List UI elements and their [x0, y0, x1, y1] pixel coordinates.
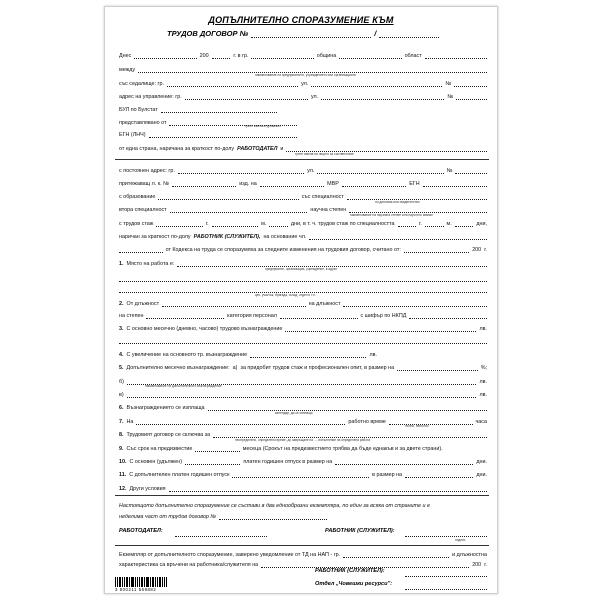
seniority-percent-field[interactable]: [397, 364, 478, 371]
leave-days-field[interactable]: [335, 458, 473, 465]
year-field[interactable]: [212, 52, 231, 59]
section-4-increase: 4. С увеличение на основното тр. възнаграждение лв.: [119, 352, 377, 358]
hours-type-field[interactable]: [136, 418, 345, 425]
mvr-field[interactable]: [342, 180, 406, 187]
company-name-field[interactable]: [138, 66, 487, 73]
staff-category-field[interactable]: [280, 312, 358, 319]
line-second-specialty: втора специалност научна степен: [119, 203, 487, 213]
degree-field[interactable]: [349, 206, 487, 213]
seat-number-field[interactable]: [454, 80, 487, 87]
exp-years-field[interactable]: [156, 220, 202, 227]
section-1-workplace-cont: [119, 272, 487, 282]
workplace-cont-field[interactable]: [119, 275, 487, 282]
contract-number-separator: /: [374, 29, 377, 38]
region-field[interactable]: [425, 52, 487, 59]
form-title: ДОПЪЛНИТЕЛНО СПОРАЗУМЕНИЕ КЪМ: [208, 15, 394, 25]
caption-signature: подпис: [455, 538, 466, 542]
caption-workplace-unit: цех, участък, бригада, склад, отдел и т.н.: [255, 293, 316, 297]
salary-increase-field[interactable]: [250, 351, 366, 358]
hr-signature-line: [405, 580, 487, 590]
divider-1: [115, 159, 489, 160]
section-5-c: в) лв.: [119, 392, 487, 398]
caption-workplace: предприятие, организация, учреждение, в адрес: [265, 267, 338, 271]
line-seat: със седалище: гр. ул. №: [119, 77, 487, 87]
form-sheet: [104, 6, 498, 594]
section-8-term: 8. Трудовият договор се сключва за: [119, 428, 487, 438]
contract-number-line: [167, 29, 439, 38]
line-employer: от една страна, наричана за краткост по-долу РАБОТОДАТЕЛ и: [119, 142, 487, 152]
line-id-card: притежаващ л. к. № изд. на МВР ЕГН: [119, 177, 487, 187]
employee-egn-field[interactable]: [423, 180, 487, 187]
caption-employer: трите имена на лицето за съответствие: [295, 152, 354, 156]
line-mgmt-address: адрес на управление: гр. ул. №: [119, 90, 487, 100]
barcode-icon: [115, 577, 167, 587]
caption-second-spec: по диплома или свидетелство: [375, 200, 420, 204]
worker-signature-line: [405, 527, 487, 537]
leave-type-field[interactable]: [185, 458, 240, 465]
employer-signature-line: [175, 527, 267, 537]
employer-signature-label: РАБОТОДАТЕЛ:: [119, 528, 163, 534]
exp-months-field[interactable]: [212, 220, 258, 227]
id-number-field[interactable]: [172, 180, 236, 187]
address-number-field[interactable]: [455, 167, 487, 174]
caption-company: наименование на предприятието, учреждението или организацията: [255, 73, 356, 77]
nap-city-field[interactable]: [343, 551, 449, 558]
section-7-hours: 7. На работно време часа: [119, 419, 487, 425]
mgmt-number-field[interactable]: [456, 93, 487, 100]
contract-number-field[interactable]: [251, 30, 371, 38]
legal-basis-field[interactable]: [309, 233, 487, 240]
workplace-field[interactable]: [177, 260, 487, 267]
caption-payment: календар, да се изплаща: [275, 411, 313, 415]
line-egn: ЕГН (ЛНЧ): [119, 128, 297, 138]
worker-signature-label: РАБОТНИК (СЛУЖИТЕЛ):: [325, 528, 395, 534]
line-date: Днес 200 г. в гр. община област: [119, 49, 487, 59]
line-worker: наричан за краткост по-долу РАБОТНИК (СЛУЖИТЕЛ), на основание чл.: [119, 230, 487, 240]
municipality-field[interactable]: [339, 52, 401, 59]
hr-department-label: Отдел „Човешки ресурси":: [315, 581, 393, 587]
section-2-grade: на степен категория персонал с шифър по НКПД: [119, 309, 487, 319]
base-salary-field[interactable]: [285, 325, 476, 332]
city-field[interactable]: [251, 52, 313, 59]
id-issued-field[interactable]: [260, 180, 324, 187]
specialty-field[interactable]: [347, 193, 487, 200]
linked-contract-field[interactable]: [219, 513, 327, 520]
barcode-digits: 3 800211 569882: [115, 587, 157, 592]
other-conditions-field[interactable]: [169, 485, 487, 492]
section-9-notice: 9. Със срок на предизвестие месеца (Срокът на предизвестието трябва да бъде еднакъв и за двете страни).: [119, 446, 443, 452]
second-specialty-field[interactable]: [170, 206, 308, 213]
nkpd-code-field[interactable]: [409, 312, 487, 319]
closing-text-2: неделима част от трудов договор №: [119, 510, 327, 520]
section-12-other: 12. Други условия: [119, 482, 487, 492]
additional-c-field[interactable]: [127, 391, 477, 398]
base-salary-words-field[interactable]: [119, 337, 487, 344]
seat-street-field[interactable]: [311, 80, 442, 87]
mgmt-street-field[interactable]: [321, 93, 444, 100]
worker-signature-field-2[interactable]: [405, 570, 487, 577]
payment-schedule-field[interactable]: [208, 404, 487, 411]
extra-leave-basis-field[interactable]: [232, 471, 369, 478]
divider-3: [115, 545, 489, 546]
divider-2: [115, 495, 489, 496]
line-education: с образование със специалност: [119, 190, 487, 200]
section-11-extra-leave: 11. С допълнителен платен годишен отпуск в размер на дни.: [119, 472, 487, 478]
caption-additional: наименование на допълнителното възнаграждение: [145, 384, 222, 388]
employee-name-field[interactable]: [286, 145, 487, 152]
extra-leave-days-field[interactable]: [405, 471, 473, 478]
workplace-cont2-field[interactable]: [119, 286, 487, 293]
form-subtitle: ТРУДОВ ДОГОВОР №: [167, 29, 249, 38]
contract-term-field[interactable]: [213, 431, 487, 438]
worker-signature-field[interactable]: [405, 530, 487, 537]
date-field[interactable]: [134, 52, 196, 59]
section-3-salary: 3. С основно месечно (дневно, часово) трудово възнаграждение лв.: [119, 326, 487, 332]
section-3-salary-cont: [119, 334, 487, 344]
bulstat-field[interactable]: [161, 106, 277, 113]
exp-days-field[interactable]: [269, 220, 288, 227]
copy-receipt-2: характеристика са връчени на работника/служителя на 200 г.: [119, 562, 487, 568]
effective-date-field[interactable]: [404, 246, 469, 253]
contract-date-field[interactable]: [379, 30, 439, 38]
education-field[interactable]: [158, 193, 298, 200]
section-10-leave: 10. С основен (удължен) платен годишен отпуск в размер на дни.: [119, 459, 487, 465]
new-position-field[interactable]: [343, 300, 487, 307]
section-2-position: 2. От длъжност на длъжност: [119, 297, 487, 307]
line-between: между: [119, 63, 487, 73]
closing-text: Настоящото допълнително споразумение се състави в два еднообразни екземпляра, по един за всяка от страните и е: [119, 503, 431, 509]
spec-days-field[interactable]: [455, 220, 474, 227]
line-address: с постоянен адрес: гр. ул. №: [119, 164, 487, 174]
section-6-payment: 6. Възнаграждението се изплаща: [119, 401, 487, 411]
caption-experience: наименование на научната степен или научното звание: [350, 213, 433, 217]
caption-represented: трите имена и длъжност: [245, 124, 282, 128]
caption-hours: пълно, непълно: [405, 424, 429, 428]
employer-signature-field[interactable]: [175, 530, 267, 537]
spec-months-field[interactable]: [425, 220, 444, 227]
egn-field[interactable]: [149, 131, 297, 138]
worker-signature-label-2: РАБОТНИК (СЛУЖИТЕЛ):: [315, 568, 385, 574]
hours-count-field[interactable]: [389, 418, 473, 425]
mgmt-city-field[interactable]: [185, 93, 308, 100]
address-street-field[interactable]: [317, 167, 443, 174]
copy-receipt-1: Екземпляр от допълнителното споразумение, заверено уведомление от ТД на НАП - гр. и длъжностна: [119, 552, 487, 558]
section-5-additional: 5. Допълнително месечно възнаграждение: а) за придобит трудов стаж и професионален опит, в размер на %;: [119, 365, 487, 371]
old-position-field[interactable]: [162, 300, 306, 307]
worker-signature-line-2: [405, 567, 487, 577]
section-5-b: б) лв.: [119, 379, 487, 385]
line-experience: с трудов стаж г. м. дни, в т. ч. трудов стаж по специалността г. м. дни,: [119, 221, 487, 227]
address-city-field[interactable]: [178, 167, 304, 174]
seat-city-field[interactable]: [167, 80, 298, 87]
line-effective-date: от Кодекса на труда се споразумяха за следните изменения на трудовия договор, считано от: 200 г.: [119, 243, 487, 253]
notice-months-field[interactable]: [195, 445, 239, 452]
caption-term: неопределено, определено време, до завръщане на ..., изпълнение на определена работа: [235, 438, 371, 442]
section-1-workplace-cont2: [119, 283, 487, 293]
line-bulstat: БУЛ по Булстат: [119, 103, 277, 113]
line-represented: представлявано от: [119, 116, 297, 126]
spec-years-field[interactable]: [398, 220, 417, 227]
legal-basis-cont-field[interactable]: [119, 246, 163, 253]
section-1-workplace: 1. Място на работа е:: [119, 257, 487, 267]
grade-field[interactable]: [146, 312, 224, 319]
hr-signature-field[interactable]: [405, 583, 487, 590]
